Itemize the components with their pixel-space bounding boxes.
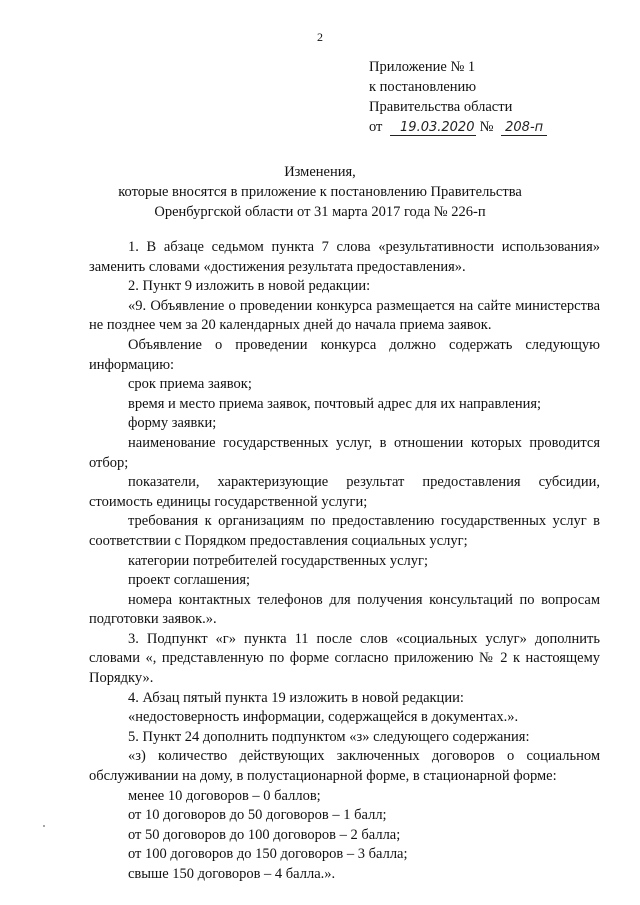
- heading-subtitle-1: которые вносятся в приложение к постановлению Правительства: [118, 184, 522, 200]
- list-item: показатели, характеризующие результат предоставления субсидии, стоимость единицы государственной услуги;: [89, 474, 600, 510]
- paragraph-item-5: 5. Пункт 24 дополнить подпунктом «з» следующего содержания:: [128, 728, 530, 745]
- paragraph-item-4: 4. Абзац пятый пункта 19 изложить в новой редакции:: [128, 689, 464, 706]
- appendix-government: Правительства области: [369, 99, 513, 115]
- paragraph-quote-z: «з) количество действующих заключенных договоров о социальном обслуживании на дому, в полустационарной форме, в стационарной форме:: [89, 748, 600, 785]
- list-item: номера контактных телефонов для получения консультаций по вопросам подготовки заявок.».: [89, 591, 600, 628]
- list-item: время и место приема заявок, почтовый адрес для их направления;: [128, 395, 542, 412]
- appendix-resolution: к постановлению: [369, 79, 477, 95]
- list-item: форму заявки;: [128, 415, 217, 432]
- list-item: категории потребителей государственных услуг;: [128, 552, 428, 569]
- appendix-date-line: [369, 117, 609, 137]
- number-label: №: [479, 119, 494, 135]
- page-number: 2: [317, 30, 323, 44]
- paragraph-item-2: 2. Пункт 9 изложить в новой редакции:: [128, 278, 371, 295]
- paragraph-quote-item-4: «недостоверность информации, содержащейся в документах.».: [128, 709, 519, 726]
- handwritten-number: 208-п: [501, 120, 547, 136]
- list-item: наименование государственных услуг, в отношении которых проводится отбор;: [89, 434, 600, 471]
- document-body: [89, 238, 600, 885]
- document-heading: [60, 162, 580, 222]
- list-item: требования к организациям по предоставлению государственных услуг в соответствии с Порядком предоставления социальных услуг;: [89, 513, 600, 549]
- score-item: менее 10 договоров – 0 баллов;: [128, 787, 321, 804]
- handwritten-date: 19.03.2020: [390, 120, 476, 136]
- paragraph-announcement: Объявление о проведении конкурса должно содержать следующую информацию:: [89, 336, 600, 373]
- score-item: от 50 договоров до 100 договоров – 2 балла;: [128, 826, 401, 843]
- appendix-title: Приложение № 1: [369, 59, 476, 75]
- list-item: проект соглашения;: [128, 572, 251, 589]
- list-item: срок приема заявок;: [128, 376, 252, 393]
- from-label: от: [369, 119, 383, 135]
- paragraph-quote-9: «9. Объявление о проведении конкурса размещается на сайте министерства не позднее чем за 20 календарных дней до начала приема заявок.: [89, 297, 600, 334]
- score-item: свыше 150 договоров – 4 балла.».: [128, 866, 336, 882]
- paragraph-item-1: 1. В абзаце седьмом пункта 7 слова «результативности использования» заменить словами «достижения результата предоставления».: [89, 239, 600, 275]
- appendix-block: [369, 57, 609, 137]
- score-item: от 10 договоров до 50 договоров – 1 балл;: [128, 807, 387, 824]
- heading-subtitle-2: Оренбургской области от 31 марта 2017 года № 226-п: [154, 204, 486, 220]
- heading-title: Изменения,: [284, 164, 356, 180]
- score-item: от 100 договоров до 150 договоров – 3 балла;: [128, 846, 408, 863]
- paragraph-item-3: 3. Подпункт «г» пункта 11 после слов «социальных услуг» дополнить словами «, представленную по форме согласно приложению № 2 к настоящему Порядку».: [89, 630, 600, 687]
- scan-speck: [43, 825, 45, 827]
